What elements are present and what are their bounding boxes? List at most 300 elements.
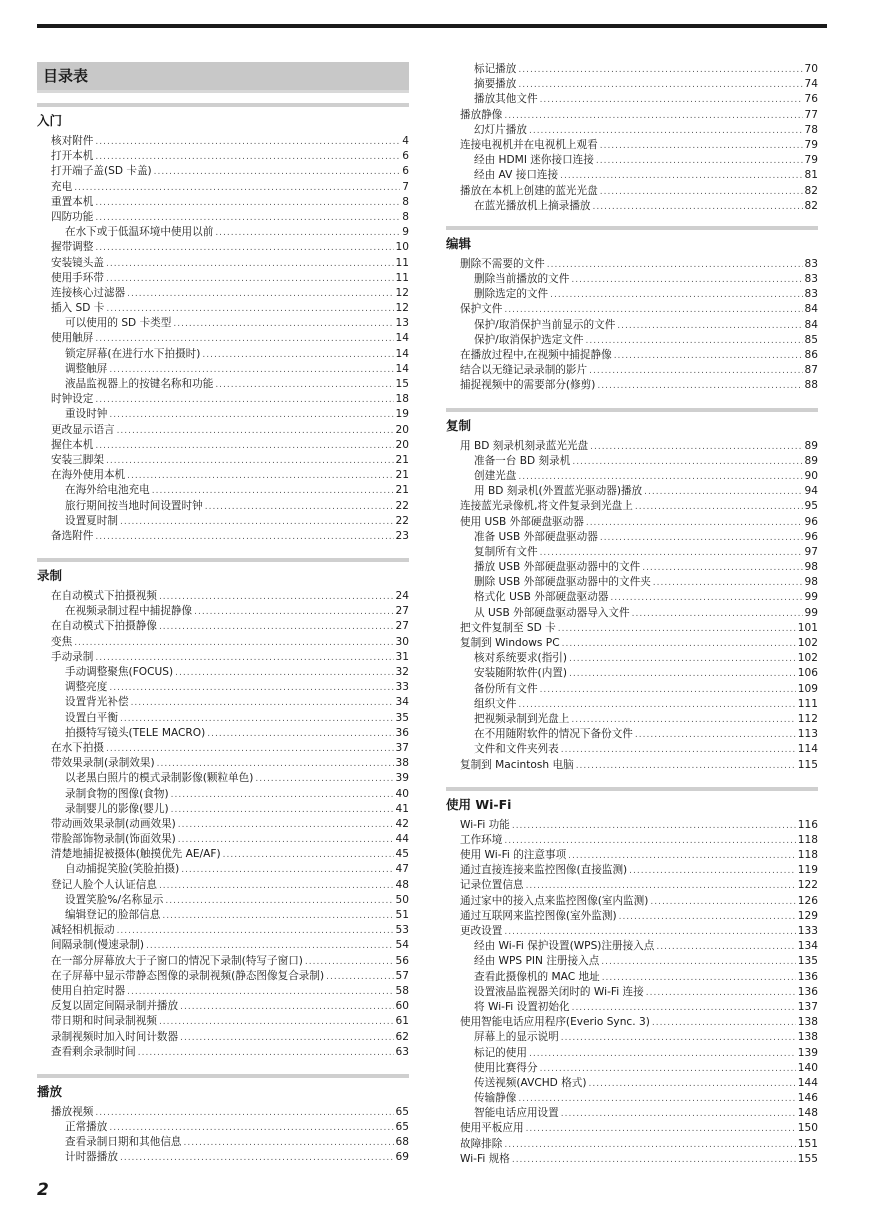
toc-entry[interactable]	[446, 985, 818, 1000]
toc-entry[interactable]	[37, 878, 409, 893]
section-rule	[446, 408, 818, 412]
toc-entry[interactable]	[37, 468, 409, 483]
toc-entry-page: 12	[395, 302, 409, 315]
dot-leader	[154, 165, 401, 180]
toc-entry[interactable]	[37, 301, 409, 316]
toc-entry-title: 反复以固定间隔录制并播放	[51, 1000, 179, 1013]
toc-entry-page: 82	[804, 184, 818, 197]
dot-leader	[576, 759, 796, 774]
toc-entry[interactable]	[37, 847, 409, 862]
toc-entry[interactable]	[446, 742, 818, 757]
toc-entry-page: 137	[797, 1000, 818, 1013]
toc-entry-page: 133	[797, 925, 818, 937]
toc-entry[interactable]	[37, 984, 409, 999]
toc-entry[interactable]	[446, 454, 818, 469]
toc-entry[interactable]	[446, 712, 818, 727]
toc-entry[interactable]	[446, 499, 818, 514]
dot-leader	[589, 364, 802, 379]
dot-leader	[255, 772, 393, 787]
toc-entry[interactable]	[446, 621, 818, 636]
dot-leader	[109, 408, 393, 423]
toc-entry[interactable]	[446, 1121, 818, 1136]
toc-entry[interactable]	[37, 619, 409, 634]
toc-entry-page: 155	[797, 1152, 818, 1165]
toc-entry-title: 以老黑白照片的模式录制影像(颗粒单色)	[65, 772, 254, 785]
toc-entry-page: 21	[395, 453, 409, 466]
toc-entry-page: 146	[797, 1092, 818, 1105]
dot-leader	[518, 698, 795, 713]
toc-entry-title: 减轻相机振动	[51, 924, 115, 937]
toc-entry[interactable]	[37, 1030, 409, 1045]
toc-entry-title: 智能电话应用设置	[474, 1107, 559, 1120]
toc-entry[interactable]	[37, 893, 409, 908]
toc-entry[interactable]	[37, 256, 409, 271]
toc-entry-title: 格式化 USB 外部硬盘驱动器	[474, 591, 609, 604]
dot-leader	[207, 727, 393, 742]
toc-entry[interactable]	[37, 969, 409, 984]
toc-entry[interactable]	[37, 407, 409, 422]
toc-entry[interactable]	[446, 1000, 818, 1015]
toc-entry[interactable]	[37, 225, 409, 240]
section-heading: 使用 Wi-Fi	[446, 796, 512, 812]
dot-leader	[635, 728, 796, 743]
toc-entry[interactable]	[446, 833, 818, 848]
toc-entry[interactable]	[446, 138, 818, 153]
toc-entry-page: 151	[797, 1137, 818, 1150]
toc-entry-title: 设置笑脸%/名称显示	[65, 893, 164, 906]
toc-entry-title: 准备一台 BD 刻录机	[474, 454, 571, 467]
dot-leader	[109, 363, 393, 378]
toc-entry[interactable]	[37, 529, 409, 544]
toc-entry[interactable]	[37, 589, 409, 604]
toc-entry[interactable]	[37, 756, 409, 771]
toc-entry-title: 自动捕捉笑脸(笑脸拍摄)	[65, 863, 180, 876]
toc-entry-page: 116	[797, 818, 818, 831]
toc-entry-page: 77	[804, 108, 818, 121]
toc-entry[interactable]	[446, 1152, 818, 1167]
toc-entry[interactable]	[446, 153, 818, 168]
toc-entry-page: 115	[797, 758, 818, 771]
toc-entry-title: 带效果录制(录制效果)	[51, 757, 155, 770]
toc-entry[interactable]	[37, 999, 409, 1014]
dot-leader	[571, 273, 802, 288]
toc-entry[interactable]	[446, 530, 818, 545]
dot-leader	[601, 955, 795, 970]
dot-leader	[146, 939, 394, 954]
toc-entry-title: 安装镜头盖	[51, 256, 104, 269]
toc-entry[interactable]	[37, 604, 409, 619]
dot-leader	[596, 154, 803, 169]
toc-entry-title: 安装随附软件(内置)	[474, 667, 568, 680]
dot-leader	[138, 1046, 394, 1061]
dot-leader	[540, 93, 803, 108]
toc-entry-title: 传输静像	[474, 1092, 517, 1105]
toc-entry[interactable]	[446, 62, 818, 77]
toc-entry[interactable]	[446, 123, 818, 138]
toc-entry-page: 35	[395, 711, 409, 724]
toc-entry[interactable]	[446, 818, 818, 833]
dot-leader	[194, 605, 393, 620]
toc-entry[interactable]	[37, 347, 409, 362]
dot-leader	[561, 743, 796, 758]
toc-entry-page: 140	[797, 1061, 818, 1074]
toc-entry-page: 30	[395, 635, 409, 648]
toc-entry-page: 102	[797, 652, 818, 665]
dot-leader	[569, 652, 796, 667]
toc-entry[interactable]	[37, 392, 409, 407]
toc-entry[interactable]	[37, 1105, 409, 1120]
toc-entry[interactable]	[37, 695, 409, 710]
toc-entry[interactable]	[37, 726, 409, 741]
toc-entry-title: 使用手环带	[51, 271, 104, 284]
toc-entry-title: 删除选定的文件	[474, 288, 549, 301]
toc-entry[interactable]	[446, 651, 818, 666]
toc-entry[interactable]	[446, 758, 818, 773]
toc-right-column	[446, 62, 818, 1181]
page-number: 2	[37, 1180, 49, 1200]
toc-entry-page: 11	[395, 271, 409, 284]
toc-entry[interactable]	[37, 711, 409, 726]
toc-entry-page: 6	[402, 165, 409, 178]
toc-entry-page: 9	[402, 226, 409, 239]
dot-leader	[572, 1001, 796, 1016]
toc-entry-page: 89	[804, 439, 818, 452]
toc-entry-page: 32	[395, 666, 409, 678]
toc-entry-page: 13	[395, 317, 409, 330]
toc-entry-page: 101	[797, 621, 818, 634]
toc-entry[interactable]	[446, 168, 818, 183]
toc-entry-title: 使用触屏	[51, 332, 94, 345]
toc-entry-title: 经由 AV 接口连接	[474, 169, 559, 182]
toc-entry-page: 58	[395, 984, 409, 997]
toc-entry[interactable]	[446, 939, 818, 954]
toc-entry-page: 135	[797, 955, 818, 968]
toc-entry-page: 83	[804, 288, 818, 301]
toc-entry[interactable]	[446, 1015, 818, 1030]
toc-entry[interactable]	[446, 1106, 818, 1121]
toc-entry-page: 37	[395, 741, 409, 754]
toc-entry[interactable]	[37, 665, 409, 680]
toc-entry-page: 144	[797, 1076, 818, 1089]
toc-entry-page: 33	[395, 681, 409, 694]
toc-entry[interactable]	[37, 802, 409, 817]
toc-entry[interactable]	[37, 483, 409, 498]
dot-leader	[656, 940, 795, 955]
toc-entry-title: 删除 USB 外部硬盘驱动器中的文件夹	[474, 576, 651, 589]
toc-entry[interactable]	[446, 439, 818, 454]
toc-entry[interactable]	[37, 134, 409, 149]
toc-entry[interactable]	[37, 316, 409, 331]
dot-leader	[504, 1138, 795, 1153]
dot-leader	[504, 925, 795, 940]
toc-section	[37, 1074, 409, 1166]
toc-entry-page: 63	[395, 1045, 409, 1058]
toc-entry-title: 调整亮度	[65, 681, 108, 694]
toc-entry[interactable]	[37, 271, 409, 286]
toc-section	[446, 787, 818, 1167]
toc-entry[interactable]	[37, 286, 409, 301]
toc-entry-title: 通过互联网来监控图像(室外监测)	[460, 909, 617, 922]
dot-leader	[120, 1151, 394, 1166]
dot-leader	[117, 924, 394, 939]
toc-entry-page: 45	[395, 848, 409, 861]
toc-title: 目录表	[37, 62, 409, 93]
toc-entry[interactable]	[446, 348, 818, 363]
toc-entry[interactable]	[446, 682, 818, 697]
dot-leader	[178, 818, 394, 833]
toc-entry-page: 42	[395, 817, 409, 830]
toc-entry[interactable]	[37, 195, 409, 210]
toc-entry-title: 标记的使用	[474, 1046, 527, 1059]
toc-entry-title: 把文件复制至 SD 卡	[460, 621, 556, 634]
toc-entry-page: 14	[395, 347, 409, 360]
toc-entry-page: 12	[395, 286, 409, 299]
toc-entry-title: 手动调整聚焦(FOCUS)	[65, 666, 174, 678]
toc-entry[interactable]	[37, 438, 409, 453]
toc-entry[interactable]	[37, 1120, 409, 1135]
toc-entry-page: 62	[395, 1030, 409, 1043]
toc-entry[interactable]	[446, 1091, 818, 1106]
dot-leader	[117, 424, 394, 439]
toc-entry[interactable]	[37, 180, 409, 195]
toc-entry[interactable]	[37, 817, 409, 832]
toc-entry[interactable]	[37, 362, 409, 377]
toc-entry[interactable]	[37, 650, 409, 665]
dot-leader	[652, 1016, 796, 1031]
toc-entry[interactable]	[37, 680, 409, 695]
toc-entry[interactable]	[446, 318, 818, 333]
toc-entry-title: 在子屏幕中显示带静态图像的录制视频(静态图像复合录制)	[51, 969, 325, 982]
toc-entry[interactable]	[37, 499, 409, 514]
toc-entry[interactable]	[446, 184, 818, 199]
dot-leader	[504, 303, 802, 318]
section-heading: 入门	[37, 113, 63, 128]
toc-entry[interactable]	[446, 575, 818, 590]
toc-entry[interactable]	[446, 363, 818, 378]
dot-leader	[215, 378, 393, 393]
toc-entry-title: 录制食物的图像(食物)	[65, 787, 169, 800]
toc-entry-title: 四防功能	[51, 210, 94, 223]
toc-entry[interactable]	[37, 954, 409, 969]
toc-entry-page: 119	[797, 864, 818, 877]
toc-entry[interactable]	[37, 514, 409, 529]
toc-entry[interactable]	[446, 727, 818, 742]
toc-entry-title: 可以使用的 SD 卡类型	[65, 317, 172, 330]
toc-entry-title: 核对附件	[51, 135, 94, 147]
toc-entry[interactable]	[37, 210, 409, 225]
toc-entry[interactable]	[446, 333, 818, 348]
toc-entry-page: 54	[395, 939, 409, 952]
dot-leader	[518, 470, 802, 485]
toc-entry[interactable]	[37, 938, 409, 953]
toc-entry-title: 查看此摄像机的 MAC 地址	[474, 970, 600, 983]
dot-leader	[512, 1153, 796, 1168]
toc-entry-page: 78	[804, 123, 818, 136]
toc-entry[interactable]	[446, 287, 818, 302]
toc-entry[interactable]	[37, 832, 409, 847]
toc-entry-title: 在水下拍摄	[51, 741, 104, 754]
toc-entry[interactable]	[446, 545, 818, 560]
toc-entry-title: 经由 WPS PIN 注册接入点	[474, 955, 600, 968]
toc-entry[interactable]	[37, 377, 409, 392]
toc-entry[interactable]	[446, 469, 818, 484]
toc-entry-page: 85	[804, 333, 818, 346]
toc-entry[interactable]	[37, 741, 409, 756]
toc-entry-title: 经由 HDMI 迷你接口连接	[474, 154, 594, 167]
toc-entry[interactable]	[446, 1061, 818, 1076]
toc-entry-page: 19	[395, 408, 409, 421]
toc-entry[interactable]	[446, 954, 818, 969]
toc-entry[interactable]	[446, 1137, 818, 1152]
toc-entry[interactable]	[446, 848, 818, 863]
toc-entry[interactable]	[446, 199, 818, 214]
toc-entry-title: 用 BD 刻录机刻录蓝光光盘	[460, 439, 589, 452]
toc-entry-title: 摘要播放	[474, 78, 517, 91]
toc-entry-title: 保护/取消保护选定文件	[474, 333, 584, 346]
toc-entry[interactable]	[446, 697, 818, 712]
toc-entry-page: 34	[395, 696, 409, 709]
toc-entry-title: 在视频录制过程中捕捉静像	[65, 605, 193, 618]
toc-entry[interactable]	[37, 453, 409, 468]
toc-entry[interactable]	[446, 92, 818, 107]
toc-entry-page: 83	[804, 257, 818, 270]
toc-entry[interactable]	[446, 924, 818, 939]
section-rule	[37, 103, 409, 107]
toc-entry[interactable]	[37, 1135, 409, 1150]
toc-entry[interactable]	[446, 378, 818, 393]
dot-leader	[215, 226, 400, 241]
dot-leader	[586, 334, 803, 349]
dot-leader	[569, 667, 796, 682]
toc-entry[interactable]	[37, 908, 409, 923]
toc-entry-page: 20	[395, 438, 409, 451]
toc-entry-page: 148	[797, 1107, 818, 1120]
toc-entry-title: 使用平板应用	[460, 1122, 524, 1135]
toc-entry-page: 38	[395, 757, 409, 770]
toc-entry[interactable]	[37, 1045, 409, 1060]
toc-entry-title: 使用 USB 外部硬盘驱动器	[460, 515, 584, 528]
toc-entry[interactable]	[37, 331, 409, 346]
toc-entry-title: 通过直接连接来监控图像(直接监测)	[460, 864, 628, 877]
toc-entry-title: 删除当前播放的文件	[474, 273, 570, 286]
toc-entry[interactable]	[446, 257, 818, 272]
toc-entry[interactable]	[446, 1030, 818, 1045]
toc-entry[interactable]	[446, 606, 818, 621]
toc-entry[interactable]	[446, 590, 818, 605]
toc-entry[interactable]	[37, 787, 409, 802]
toc-entry-page: 109	[797, 682, 818, 695]
toc-entry-title: 通过家中的接入点来监控图像(室内监测)	[460, 894, 649, 907]
toc-left-column	[37, 62, 409, 1180]
toc-entry[interactable]	[446, 878, 818, 893]
toc-entry[interactable]	[37, 164, 409, 179]
toc-entry[interactable]	[446, 77, 818, 92]
toc-entry-title: Wi-Fi 功能	[460, 818, 510, 831]
toc-entry[interactable]	[446, 909, 818, 924]
dot-leader	[181, 863, 393, 878]
toc-entry[interactable]	[37, 1014, 409, 1029]
toc-entry-title: 屏幕上的显示说明	[474, 1031, 559, 1044]
toc-entry[interactable]	[446, 108, 818, 123]
dot-leader	[562, 637, 796, 652]
toc-entry[interactable]	[37, 923, 409, 938]
toc-entry-title: 设置液晶监视器关闭时的 Wi-Fi 连接	[474, 985, 644, 998]
toc-entry-page: 129	[797, 909, 818, 922]
toc-entry[interactable]	[446, 863, 818, 878]
toc-entry-page: 79	[804, 154, 818, 167]
toc-entry-title: 播放静像	[460, 108, 503, 121]
toc-entry-page: 14	[395, 362, 409, 375]
top-rule	[37, 24, 827, 28]
toc-section	[446, 408, 818, 773]
toc-entry-title: 创建光盘	[474, 469, 517, 482]
dot-leader	[159, 620, 394, 635]
toc-entry[interactable]	[37, 240, 409, 255]
section-rule	[446, 787, 818, 791]
toc-entry[interactable]	[37, 635, 409, 650]
toc-entry[interactable]	[37, 771, 409, 786]
toc-entry-title: 故障排除	[460, 1137, 503, 1150]
toc-entry[interactable]	[446, 484, 818, 499]
toc-entry-title: 使用比赛得分	[474, 1061, 538, 1074]
dot-leader	[610, 591, 802, 606]
toc-entry-title: 间隔录制(慢速录制)	[51, 939, 145, 952]
dot-leader	[600, 139, 803, 154]
toc-entry-page: 7	[402, 180, 409, 193]
toc-entry-page: 10	[395, 241, 409, 254]
toc-entry[interactable]	[446, 302, 818, 317]
toc-entry[interactable]	[446, 515, 818, 530]
toc-entry[interactable]	[446, 560, 818, 575]
toc-entry[interactable]	[446, 970, 818, 985]
toc-entry[interactable]	[37, 862, 409, 877]
toc-entry-title: 重设时钟	[65, 408, 108, 421]
toc-entry-page: 89	[804, 454, 818, 467]
toc-entry[interactable]	[446, 1076, 818, 1091]
dot-leader	[178, 833, 394, 848]
dot-leader	[180, 1000, 393, 1015]
toc-entry-page: 98	[804, 561, 818, 574]
toc-entry[interactable]	[37, 1150, 409, 1165]
dot-leader	[165, 894, 393, 909]
dot-leader	[619, 910, 796, 925]
toc-entry[interactable]	[446, 894, 818, 909]
toc-entry-title: 标记播放	[474, 63, 517, 75]
toc-entry-title: 拍摄特写镜头(TELE MACRO)	[65, 726, 206, 739]
toc-entry-title: 打开端子盖(SD 卡盖)	[51, 165, 152, 178]
dot-leader	[205, 500, 394, 515]
toc-entry-page: 48	[395, 878, 409, 891]
toc-entry-page: 79	[804, 138, 818, 151]
toc-entry[interactable]	[446, 1046, 818, 1061]
dot-leader	[120, 515, 394, 530]
toc-entry[interactable]	[446, 666, 818, 681]
dot-leader	[159, 879, 394, 894]
toc-entry[interactable]	[37, 149, 409, 164]
toc-entry-page: 90	[804, 469, 818, 482]
toc-entry-page: 40	[395, 787, 409, 800]
right-sections	[446, 226, 818, 1167]
toc-entry[interactable]	[446, 272, 818, 287]
dot-leader	[650, 895, 795, 910]
toc-entry-title: 液晶监视器上的按键名称和功能	[65, 378, 214, 390]
toc-entry-page: 139	[797, 1046, 818, 1059]
toc-entry-page: 24	[395, 590, 409, 603]
section-heading: 录制	[37, 568, 63, 584]
toc-entry[interactable]	[37, 423, 409, 438]
toc-entry-page: 70	[804, 63, 818, 75]
toc-entry[interactable]	[446, 636, 818, 651]
